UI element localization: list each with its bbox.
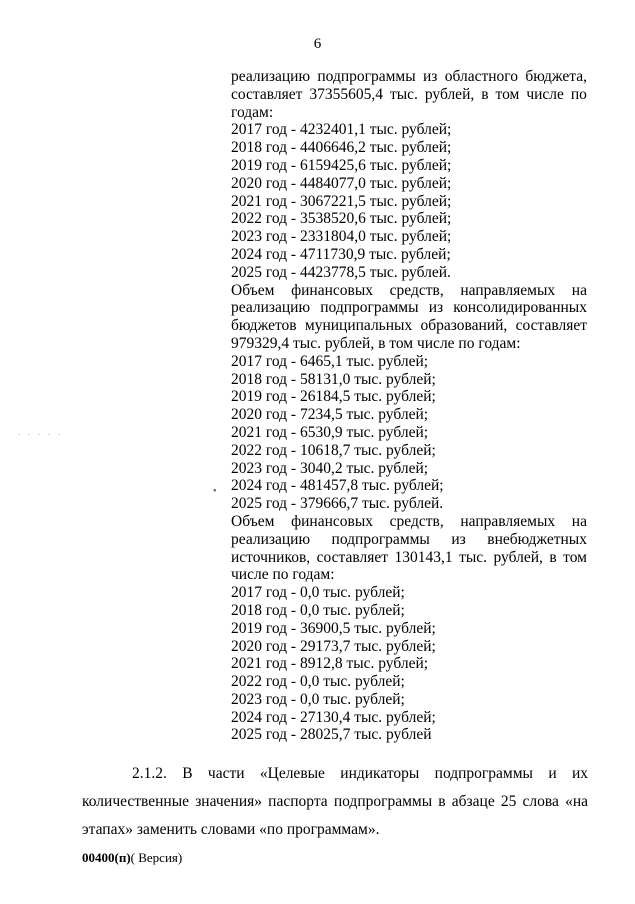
word: рублей, (493, 548, 543, 566)
word: 2.1.2. (132, 765, 167, 782)
year-amount-line: 2023 год - 3040,2 тыс. рублей; (231, 459, 429, 477)
word: по (570, 85, 587, 103)
word: составляет (515, 317, 587, 335)
word: паспорта (268, 793, 328, 810)
amendment-paragraph (82, 760, 588, 844)
year-amount-line: 2018 год - 58131,0 тыс. рублей; (231, 370, 436, 388)
word: финансовых (291, 512, 373, 530)
text-line (231, 282, 587, 300)
year-amount-line: 2020 год - 7234,5 тыс. рублей; (231, 406, 429, 424)
word: Объем (231, 281, 275, 299)
text-line: годам: (231, 103, 274, 121)
word: подпрограммы (434, 765, 533, 782)
word: тыс. (389, 85, 418, 103)
paragraph-line: этапах» заменить словами «по программам». (82, 821, 380, 838)
footer (82, 850, 182, 866)
word: в (481, 85, 489, 103)
word: том (563, 548, 587, 566)
year-amount-line: 2022 год - 0,0 тыс. рублей; (231, 673, 405, 691)
word: и (548, 765, 557, 782)
year-amount-line: 2025 год - 379666,7 тыс. рублей. (231, 495, 444, 513)
year-amount-line: 2019 год - 36900,5 тыс. рублей; (231, 619, 436, 637)
word: реализацию (231, 68, 311, 85)
text-line (231, 317, 587, 335)
word: «Целевые (259, 765, 325, 782)
word: тыс. (459, 548, 488, 566)
word: В (182, 765, 193, 782)
word: составляет (316, 548, 389, 566)
page-number: 6 (313, 36, 322, 52)
word: 25 (500, 793, 517, 810)
text-line (231, 68, 587, 86)
document-version: ( Версия) (130, 850, 183, 865)
word: подпрограммы (320, 299, 419, 317)
word: внебюджетных (487, 530, 587, 548)
text-line: 979329,4 тыс. рублей, в том числе по годам: (231, 334, 521, 352)
year-amount-line: 2024 год - 481457,8 тыс. рублей; (231, 477, 444, 495)
year-amount-line: 2022 год - 10618,7 тыс. рублей; (231, 441, 436, 459)
year-amount-line: 2023 год - 0,0 тыс. рублей; (231, 690, 405, 708)
word: числе (526, 85, 564, 103)
word: количественные (82, 793, 190, 810)
word: подпрограммы (333, 793, 433, 810)
municipal-budget-block (231, 282, 587, 513)
word: областного (444, 68, 519, 85)
word: «на (565, 793, 588, 810)
word: индикаторы (340, 765, 420, 782)
word: части (207, 765, 245, 782)
word: направляемых (460, 281, 556, 299)
year-amount-line: 2021 год - 6530,9 тыс. рублей; (231, 423, 429, 441)
year-amount-line: 2020 год - 29173,7 тыс. рублей; (231, 637, 436, 655)
word: их (571, 765, 588, 782)
regional-budget-block (231, 68, 587, 282)
word: бюджета, (525, 68, 587, 85)
word: подпрограммы (331, 530, 430, 548)
year-amount-line: 2024 год - 27130,4 тыс. рублей; (231, 708, 436, 726)
word: бюджетов (231, 317, 297, 335)
text-line (231, 513, 587, 531)
year-amount-line: 2017 год - 4232401,1 тыс. рублей; (231, 121, 452, 139)
word: в (549, 548, 557, 566)
year-amount-line: 2019 год - 6159425,6 тыс. рублей; (231, 156, 452, 174)
word: 130143,1 (394, 548, 453, 566)
word: финансовых (291, 281, 373, 299)
word: источников, (231, 548, 311, 566)
year-amount-line: 2025 год - 28025,7 тыс. рублей (231, 726, 432, 744)
year-amount-line: 2024 год - 4711730,9 тыс. рублей; (231, 245, 451, 263)
text-line (231, 531, 587, 549)
word: абзаце (451, 793, 495, 810)
word: слова (522, 793, 559, 810)
year-amount-line: 2023 год - 2331804,0 тыс. рублей; (231, 228, 452, 246)
year-amount-line: 2020 год - 4484077,0 тыс. рублей; (231, 174, 452, 192)
extrabudgetary-block (231, 513, 587, 744)
word: консолидированных (453, 299, 587, 317)
text-line: числе по годам: (231, 566, 335, 584)
year-amount-line: 2019 год - 26184,5 тыс. рублей; (231, 388, 436, 406)
year-amount-line: 2022 год - 3538520,6 тыс. рублей; (231, 210, 452, 228)
text-line (231, 299, 587, 317)
year-amount-line: 2017 год - 0,0 тыс. рублей; (231, 584, 405, 602)
financing-column (231, 68, 587, 744)
word: из (428, 299, 444, 317)
word: из (451, 530, 466, 548)
margin-marks: . . . . . (18, 428, 63, 437)
paragraph-line (82, 788, 588, 816)
word: том (495, 85, 520, 103)
word: рублей, (424, 85, 475, 103)
word: средств, (389, 281, 444, 299)
year-amount-line: 2018 год - 0,0 тыс. рублей; (231, 601, 405, 619)
year-amount-line: 2021 год - 8912,8 тыс. рублей; (231, 655, 429, 673)
word: на (571, 512, 587, 530)
word: подпрограммы (317, 68, 416, 85)
word: из (422, 68, 438, 85)
paragraph-line (82, 760, 588, 788)
text-line (231, 549, 587, 567)
word: 37355605,4 (309, 85, 383, 103)
document-code: 00400(п) (82, 850, 131, 865)
word: на (571, 281, 587, 299)
word: реализацию (231, 530, 311, 548)
year-amount-line: 2021 год - 3067221,5 тыс. рублей; (231, 192, 452, 210)
year-amount-line: 2018 год - 4406646,2 тыс. рублей; (231, 139, 452, 157)
text-line (231, 86, 587, 104)
word: муниципальных (304, 317, 413, 335)
word: составляет (231, 85, 303, 103)
word: в (438, 793, 446, 810)
year-amount-line: 2025 год - 4423778,5 тыс. рублей. (231, 263, 451, 281)
stray-dot: • (213, 486, 217, 497)
word: средств, (389, 512, 444, 530)
year-amount-line: 2017 год - 6465,1 тыс. рублей; (231, 352, 429, 370)
word: Объем (231, 512, 275, 530)
word: образований, (420, 317, 508, 335)
word: реализацию (231, 299, 311, 317)
word: направляемых (460, 512, 556, 530)
word: значения» (195, 793, 263, 810)
